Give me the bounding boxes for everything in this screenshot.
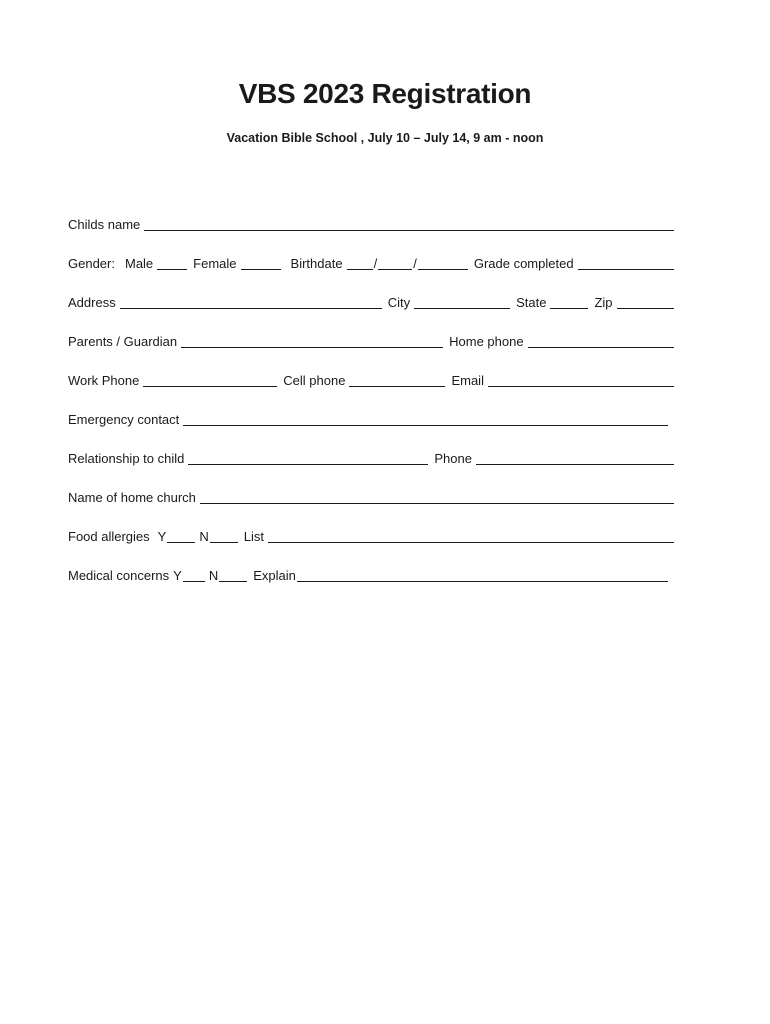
row-gender-birthdate (68, 252, 674, 272)
row-address (68, 291, 674, 311)
emergency-phone-label: Phone (434, 451, 472, 466)
grade-completed-label: Grade completed (473, 256, 574, 271)
date-separator-1: / (373, 256, 378, 271)
allergies-no-field[interactable] (210, 529, 238, 543)
zip-field[interactable] (617, 295, 674, 309)
page-subtitle: Vacation Bible School , July 10 – July 14, 9 am - noon (226, 131, 544, 145)
row-emergency-contact (68, 408, 674, 428)
birth-year-field[interactable] (418, 256, 468, 270)
city-field[interactable] (414, 295, 510, 309)
state-label: State (516, 295, 547, 310)
allergies-list-field[interactable] (268, 529, 674, 543)
birthdate-label: Birthdate (290, 256, 343, 271)
male-field[interactable] (157, 256, 187, 270)
home-phone-field[interactable] (528, 334, 674, 348)
medical-yes-field[interactable] (183, 568, 205, 582)
parents-guardian-label: Parents / Guardian (68, 334, 178, 349)
birth-day-field[interactable] (378, 256, 412, 270)
row-home-church (68, 486, 674, 506)
email-label: Email (451, 373, 484, 388)
work-phone-label: Work Phone (68, 373, 140, 388)
state-field[interactable] (550, 295, 588, 309)
emergency-contact-field[interactable] (183, 412, 668, 426)
male-label: Male (124, 256, 154, 271)
allergies-yes-field[interactable] (167, 529, 195, 543)
cell-phone-label: Cell phone (283, 373, 346, 388)
address-field[interactable] (120, 295, 382, 309)
email-field[interactable] (488, 373, 674, 387)
emergency-phone-field[interactable] (476, 451, 674, 465)
relationship-label: Relationship to child (68, 451, 185, 466)
zip-label: Zip (594, 295, 613, 310)
birth-month-field[interactable] (347, 256, 373, 270)
city-label: City (387, 295, 411, 310)
relationship-field[interactable] (188, 451, 428, 465)
allergies-yes-label: Y (157, 529, 167, 544)
medical-no-field[interactable] (219, 568, 247, 582)
parents-guardian-field[interactable] (181, 334, 443, 348)
row-medical-concerns (68, 564, 674, 584)
page-title: VBS 2023 Registration (238, 78, 532, 109)
row-parents (68, 330, 674, 350)
row-relationship (68, 447, 674, 467)
cell-phone-field[interactable] (349, 373, 445, 387)
address-label: Address (68, 295, 116, 310)
home-phone-label: Home phone (449, 334, 524, 349)
female-label: Female (193, 256, 237, 271)
medical-explain-field[interactable] (297, 568, 668, 582)
gender-label: Gender: (68, 256, 115, 271)
medical-yes-label: Y (173, 568, 182, 583)
childs-name-field[interactable] (144, 217, 674, 231)
row-phones-email (68, 369, 674, 389)
medical-no-label: N (208, 568, 219, 583)
home-church-field[interactable] (200, 490, 674, 504)
allergies-list-label: List (243, 529, 264, 544)
explain-label: Explain (253, 568, 296, 583)
female-field[interactable] (241, 256, 281, 270)
row-childs-name (68, 213, 674, 233)
date-separator-2: / (413, 256, 417, 271)
food-allergies-label: Food allergies (68, 529, 150, 544)
home-church-label: Name of home church (68, 490, 196, 505)
grade-completed-field[interactable] (578, 256, 674, 270)
row-food-allergies (68, 525, 674, 545)
allergies-no-label: N (199, 529, 209, 544)
childs-name-label: Childs name (68, 217, 141, 232)
medical-concerns-label: Medical concerns (68, 568, 170, 583)
work-phone-field[interactable] (143, 373, 277, 387)
emergency-contact-label: Emergency contact (68, 412, 180, 427)
